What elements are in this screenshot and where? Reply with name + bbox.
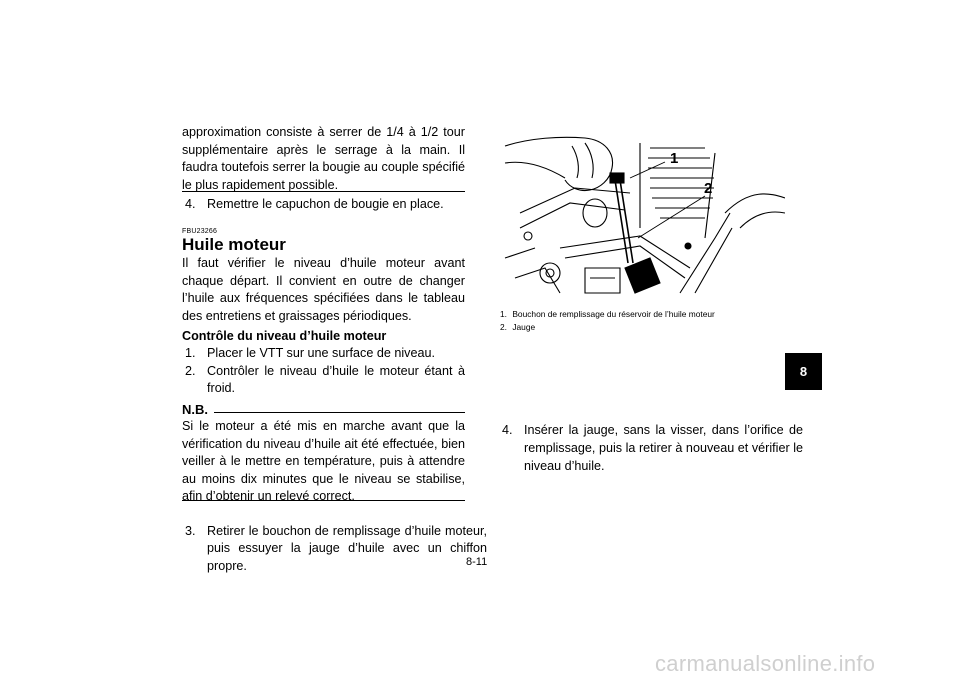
page-number: 8-11 — [466, 556, 488, 568]
caption-text: Jauge — [512, 321, 536, 332]
section-code: FBU23266 — [182, 228, 218, 235]
step-number: 4. — [185, 197, 196, 211]
step-number: 2. — [185, 363, 196, 378]
steps-list — [185, 345, 465, 398]
callout-1: 1 — [670, 150, 679, 167]
step-number: 3. — [185, 523, 196, 538]
caption-text: Bouchon de remplissage du réservoir de l’huile moteur — [512, 309, 715, 319]
list-item — [185, 363, 465, 398]
step-4-left — [185, 196, 487, 214]
section-title: Huile moteur — [182, 235, 286, 254]
engine-illustration — [500, 118, 785, 303]
section-paragraph: Il faut vérifier le niveau d’huile moteur avant chaque départ. Il convient en outre de changer l’huile aux fréquences spécifiées dans le tableau des entretiens et graissages périodiques. — [182, 256, 465, 323]
subheading: Contrôle du niveau d’huile moteur — [182, 329, 387, 343]
caption-item — [500, 321, 780, 334]
chapter-tab: 8 — [785, 353, 822, 390]
step-3-left — [185, 523, 487, 576]
figure-captions — [500, 308, 780, 333]
step-text: Placer le VTT sur une surface de niveau. — [207, 346, 435, 360]
callout-2: 2 — [704, 180, 713, 197]
step-text: Contrôler le niveau d’huile le moteur étant à froid. — [207, 363, 465, 396]
note-end-rule — [182, 500, 465, 501]
note-paragraph: Si le moteur a été mis en marche avant que la vérification du niveau d’huile ait été effectuée, bien veiller à le mettre en température, puis à attendre au moins dix minutes que le niveau se stabilise, afin d’obtenir un relevé correct. — [182, 419, 465, 504]
caption-number: 1. — [500, 309, 507, 319]
list-item — [185, 345, 465, 363]
step-number: 1. — [185, 346, 196, 360]
divider — [182, 191, 465, 192]
step-text: Remettre le capuchon de bougie en place. — [207, 197, 444, 211]
step-text: Retirer le bouchon de remplissage d’huile moteur, puis essuyer la jauge d’huile avec un chiffon propre. — [207, 523, 487, 573]
step-4-right — [502, 422, 803, 475]
intro-paragraph: approximation consiste à serrer de 1/4 à 1/2 tour supplémentaire après le serrage à la main. Il faudra toutefois serrer la bougie au couple spécifié le plus rapidement possible. — [182, 125, 465, 192]
caption-item — [500, 308, 780, 321]
note-label: N.B. — [182, 402, 208, 417]
note-rule — [214, 412, 465, 413]
caption-number: 2. — [500, 321, 507, 332]
step-number: 4. — [502, 423, 513, 438]
step-text: Insérer la jauge, sans la visser, dans l’orifice de remplissage, puis la retirer à nouveau et vérifier le niveau d’huile. — [524, 423, 803, 473]
footer-watermark: carmanualsonline.info — [655, 651, 876, 676]
